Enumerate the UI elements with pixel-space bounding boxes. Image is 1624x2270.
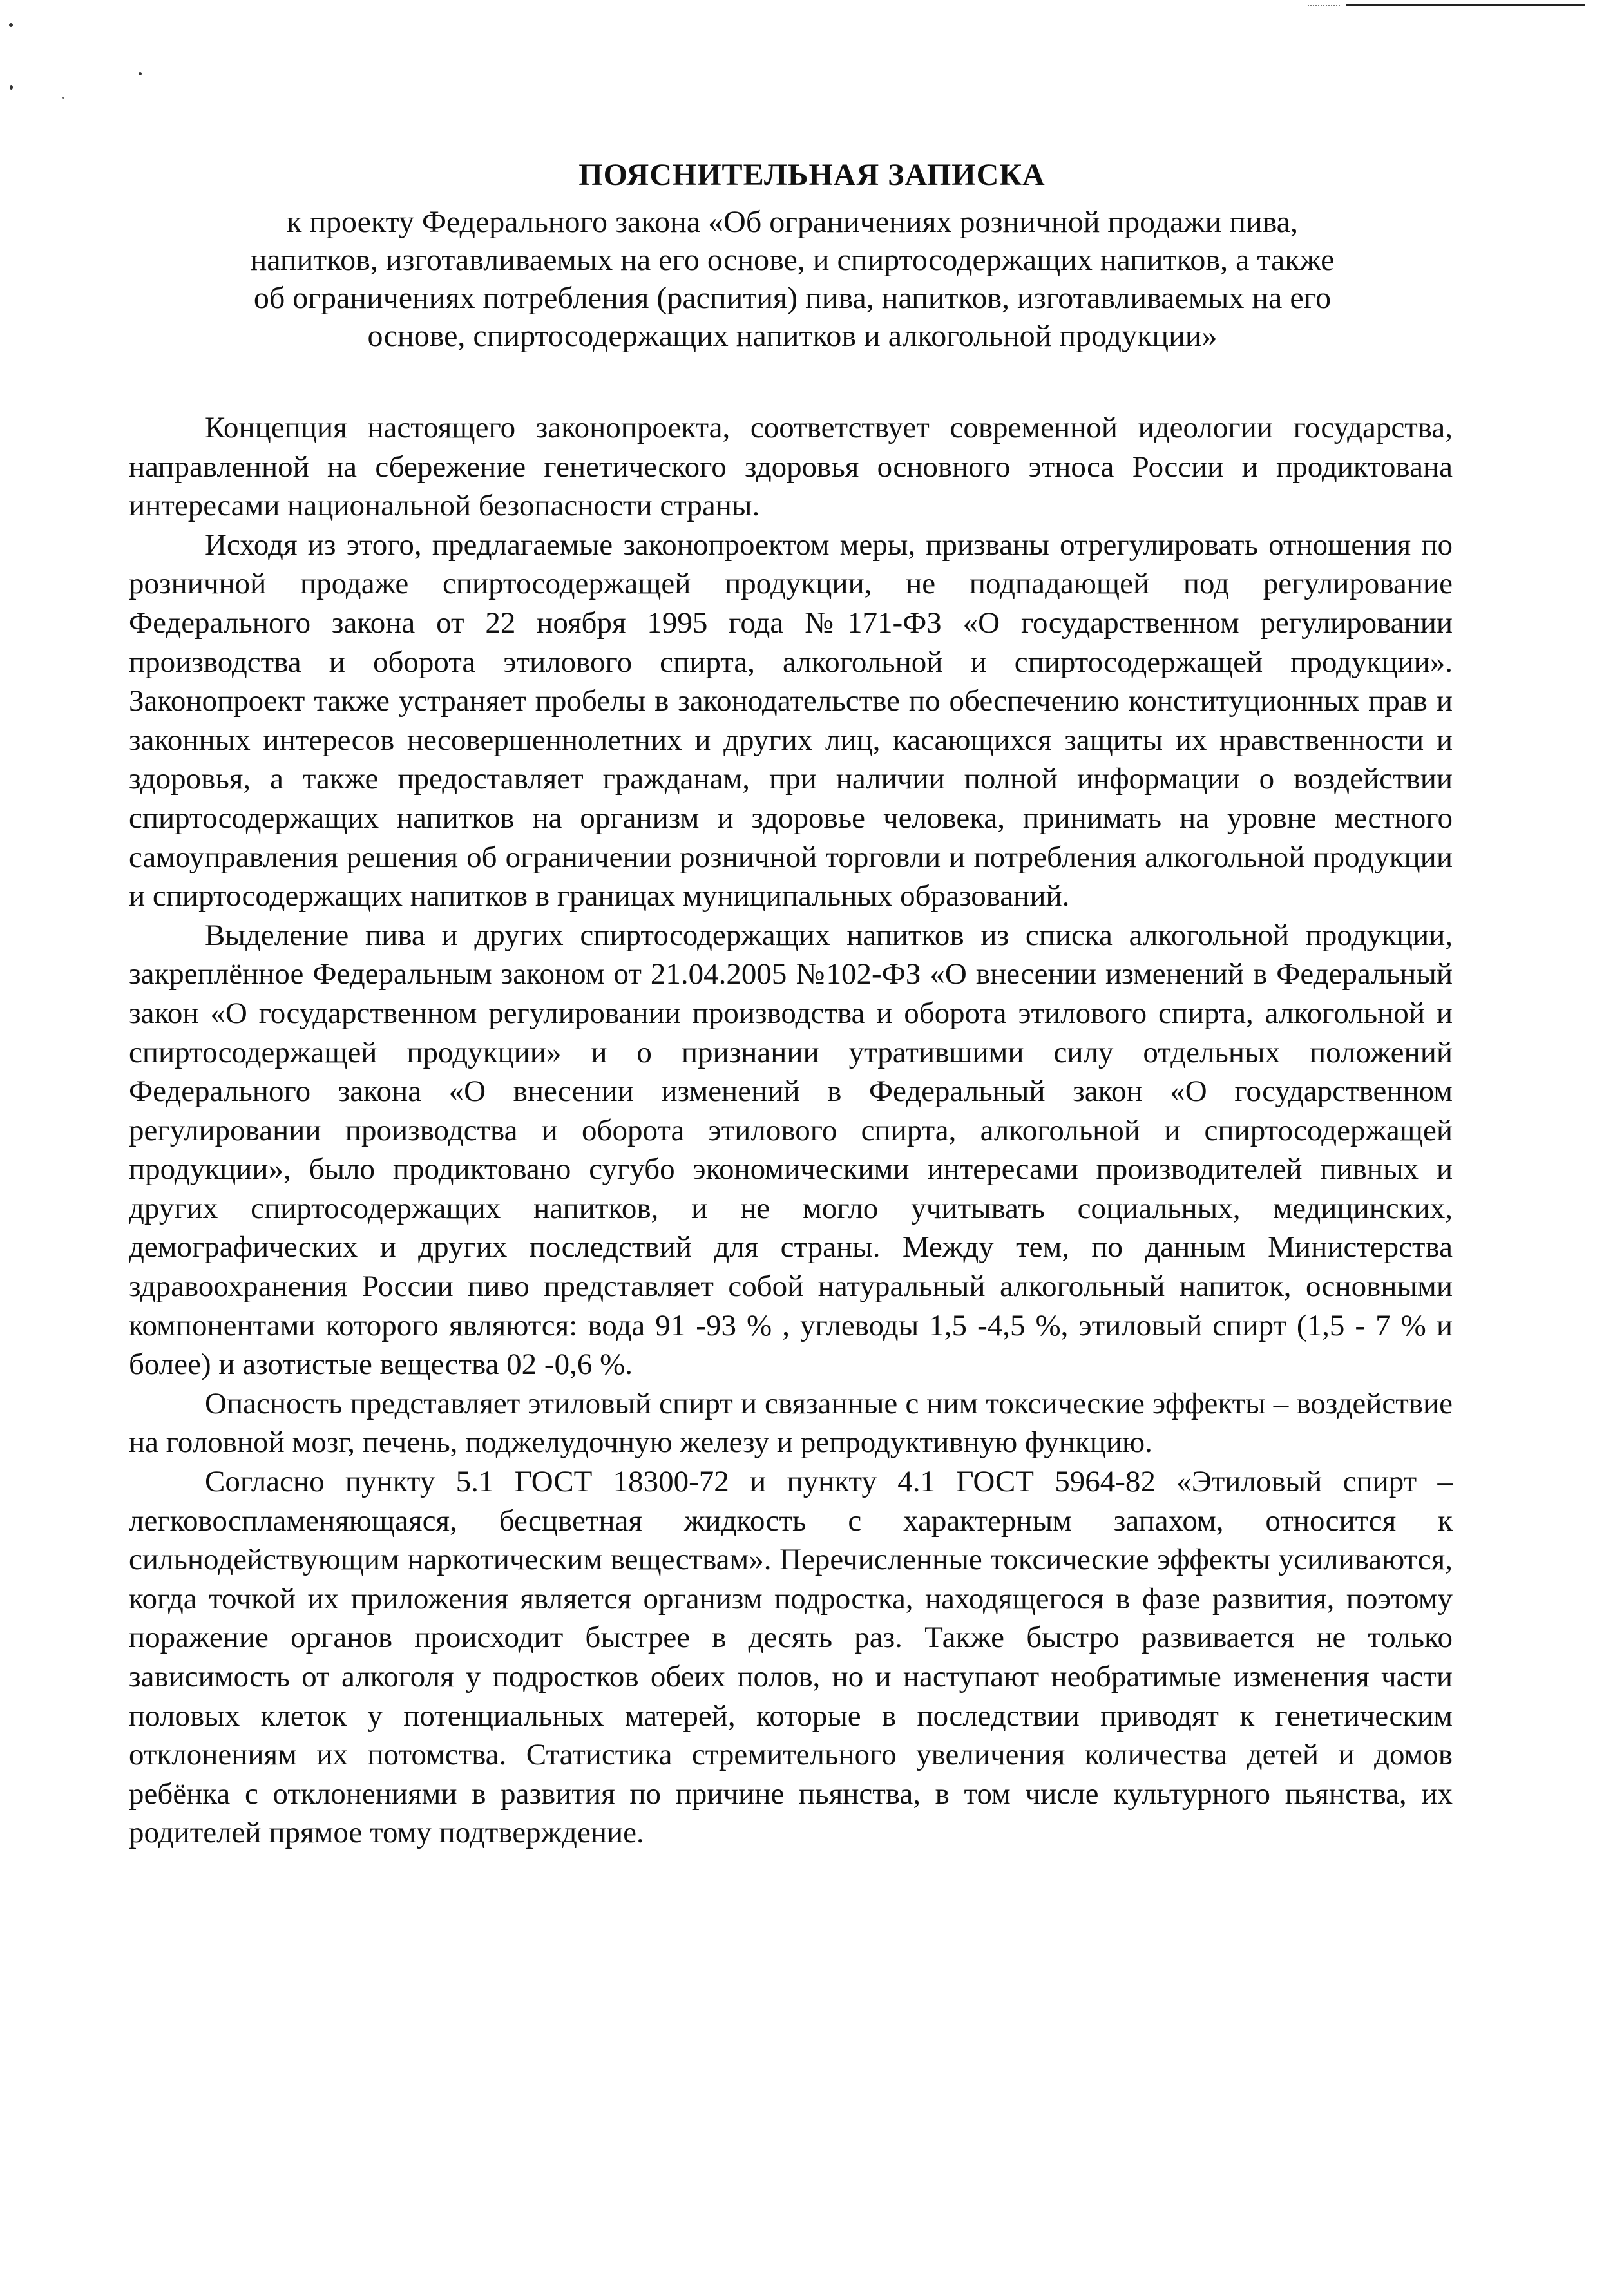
scan-artifact-dotted-line — [1308, 5, 1340, 6]
paragraph-beer-exclusion: Выделение пива и других спиртосодержащих напитков из списка алкогольной продукции, закреплённое Федеральным законом от 21.04.2005 №102-ФЗ «О внесении изменений в Федеральный закон «О государственном регулировании производства и оборота этилового спирта, алкогольной и спиртосодержащей продукции» и о признании утратившими силу отдельных положений Федерального закона «О внесении изменений в Федеральный закон «О государственном регулировании производства и оборота этилового спирта, алкогольной и спиртосодержащей продукции», было продиктовано сугубо экономическими интересами производителей пивных и других спиртосодержащих напитков, и не могло учитывать социальных, медицинских, демографических и других последствий для страны. Между тем, по данным Министерства здравоохранения России пиво представляет собой натуральный алкогольный напиток, основными компонентами которого являются: вода 91 -93 % , углеводы 1,5 -4,5 %, этиловый спирт (1,5 - 7 % и более) и азотистые вещества 02 -0,6 %. — [129, 918, 1453, 1382]
scan-speck — [62, 97, 64, 99]
document-subtitle — [139, 203, 1446, 355]
scan-speck — [10, 85, 13, 90]
paragraph-concept: Концепция настоящего законопроекта, соответствует современной идеологии государства, направленной на сбережение генетического здоровья основного этноса России и продиктована интересами национальной безопасности страны. — [129, 411, 1453, 523]
scan-speck — [9, 23, 13, 27]
document-title: ПОЯСНИТЕЛЬНАЯ ЗАПИСКА — [578, 158, 1046, 192]
document-body — [129, 408, 1453, 1853]
subtitle-line: об ограничениях потребления (распития) пива, напитков, изготавливаемых на его — [253, 281, 1332, 315]
paragraph-danger: Опасность представляет этиловый спирт и связанные с ним токсические эффекты – воздействие на головной мозг, печень, поджелудочную железу и репродуктивную функцию. — [129, 1386, 1453, 1460]
scan-artifact-line — [1346, 4, 1585, 6]
paragraph-measures: Исходя из этого, предлагаемые законопроектом меры, призваны отрегулировать отношения по розничной продаже спиртосодержащей продукции, не подпадающей под регулирование Федерального закона от 22 ноября 1995 года №171-ФЗ «О государственном регулировании производства и оборота этилового спирта, алкогольной и спиртосодержащей продукции». Законопроект также устраняет пробелы в законодательстве по обеспечению конституционных прав и законных интересов несовершеннолетних и других лиц, касающихся защиты их нравственности и здоровья, а также предоставляет гражданам, при наличии полной информации о воздействии спиртосодержащих напитков на организм и здоровье человека, принимать на уровне местного самоуправления решения об ограничении розничной торговли и потребления алкогольной продукции и спиртосодержащих напитков в границах муниципальных образований. — [129, 528, 1453, 913]
subtitle-line: к проекту Федерального закона «Об ограничениях розничной продажи пива, — [287, 205, 1298, 239]
subtitle-line: напитков, изготавливаемых на его основе, и спиртосодержащих напитков, а также — [250, 243, 1335, 277]
scan-speck — [139, 72, 142, 75]
paragraph-gost: Согласно пункту 5.1 ГОСТ 18300-72 и пункту 4.1 ГОСТ 5964-82 «Этиловый спирт – легковоспламеняющаяся, бесцветная жидкость с характерным запахом, относится к сильнодействующим наркотическим веществам». Перечисленные токсические эффекты усиливаются, когда точкой их приложения является организм подростка, находящегося в фазе развития, поэтому поражение органов происходит быстрее в десять раз. Также быстро развивается не только зависимость от алкоголя у подростков обеих полов, но и наступают необратимые изменения части половых клеток у потенциальных матерей, которые в последствии приводят к генетическим отклонениям их потомства. Статистика стремительного увеличения количества детей и домов ребёнка с отклонениями в развития по причине пьянства, в том числе культурного пьянства, их родителей прямое тому подтверждение. — [129, 1465, 1453, 1850]
subtitle-line: основе, спиртосодержащих напитков и алкогольной продукции» — [367, 319, 1218, 353]
